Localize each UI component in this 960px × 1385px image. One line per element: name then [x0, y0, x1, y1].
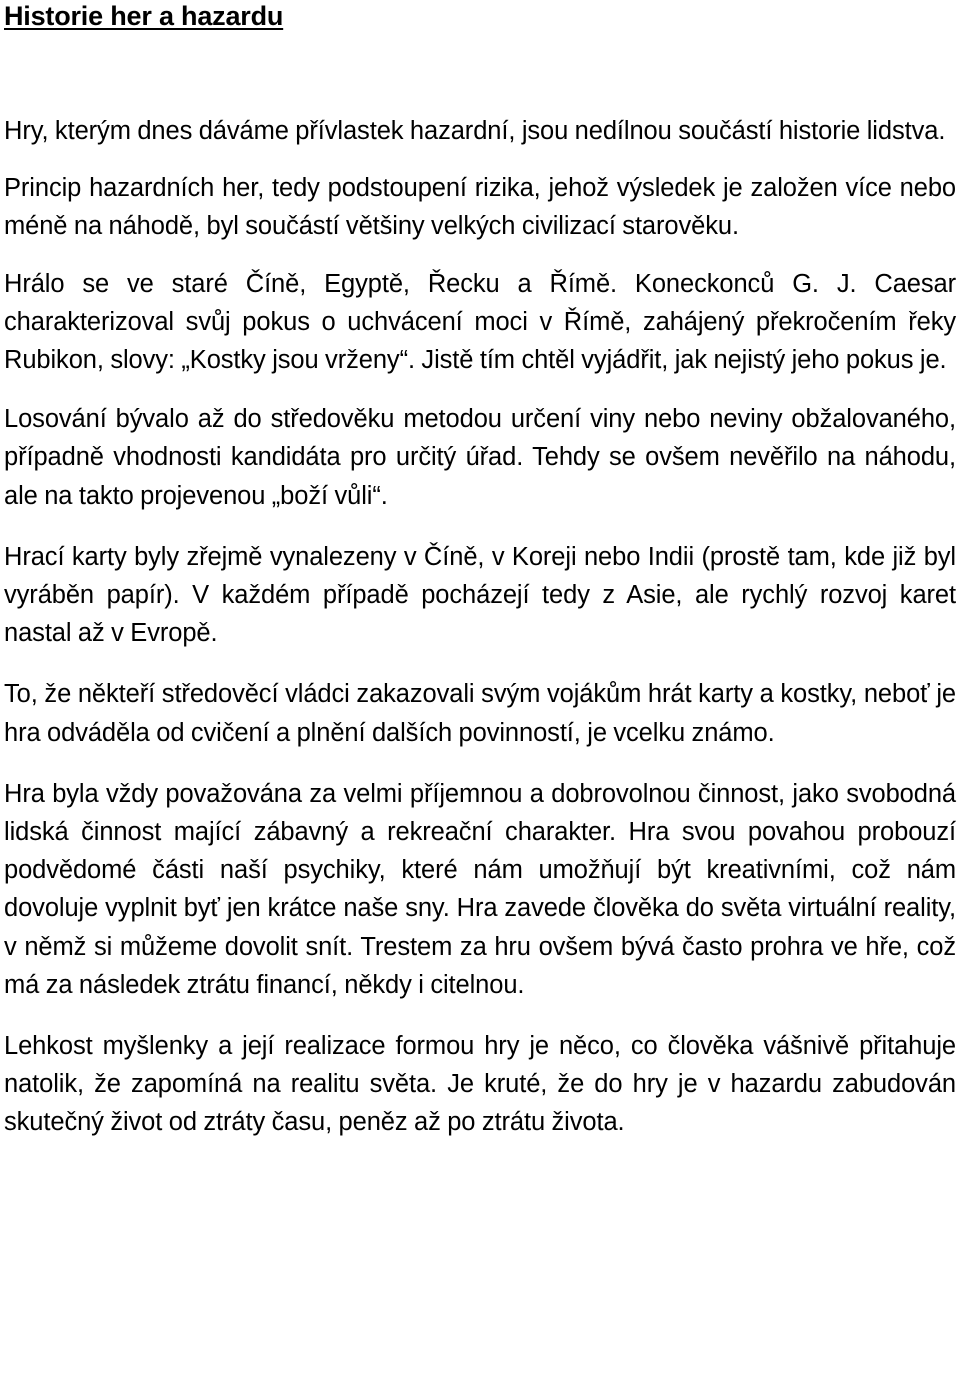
paragraph-play: Hra byla vždy považována za velmi příjemnou a dobrovolnou činnost, jako svobodná lidská činnost mající zábavný a rekreační charakter. Hra svou povahou probouzí podvědomé části naší psychiky, které nám umožňují být kreativními, což nám dovoluje vyplnit byť jen krátce naše sny. Hra zavede člověka do světa virtuální reality, v němž si můžeme dovolit snít. Trestem za hru ovšem bývá často prohra ve hře, což má za následek ztrátu financí, někdy i citelnou.	[4, 779, 956, 999]
paragraph-lottery: Losování bývalo až do středověku metodou určení viny nebo neviny obžalovaného, případně vhodnosti kandidáta pro určitý úřad. Tehdy se ovšem nevěřilo na náhodu, ale na takto projevenou „boží vůli“.	[4, 405, 956, 510]
paragraph-principle: Princip hazardních her, tedy podstoupení rizika, jehož výsledek je založen více nebo méně na náhodě, byl součástí většiny velkých civilizací starověku.	[4, 174, 956, 241]
paragraph-medieval: To, že někteří středověcí vládci zakazovali svým vojákům hrát karty a kostky, neboť je hra odváděla od cvičení a plnění dalších povinností, je vcelku známo.	[4, 680, 956, 747]
document-title: Historie her a hazardu	[4, 1, 284, 31]
paragraph-intro: Hry, kterým dnes dáváme přívlastek hazardní, jsou nedílnou součástí historie lidstva.	[4, 117, 946, 145]
document-page	[4, 0, 956, 1142]
paragraph-ancient: Hrálo se ve staré Číně, Egyptě, Řecku a Římě. Koneckonců G. J. Caesar charakterizoval svůj pokus o uchvácení moci v Římě, zahájený překročením řeky Rubikon, slovy: „Kostky jsou vrženy“. Jistě tím chtěl vyjádřit, jak nejistý jeho pokus je.	[4, 269, 956, 375]
paragraph-lightness: Lehkost myšlenky a její realizace formou hry je něco, co člověka vášnivě přitahuje natolik, že zapomíná na realitu světa. Je kruté, že do hry je v hazardu zabudován skutečný život od ztráty času, peněz až po ztrátu života.	[4, 1032, 956, 1137]
paragraph-cards: Hrací karty byly zřejmě vynalezeny v Číně, v Koreji nebo Indii (prostě tam, kde již byl vyráběn papír). V každém případě pocházejí tedy z Asie, ale rychlý rozvoj karet nastal až v Evropě.	[4, 542, 956, 648]
